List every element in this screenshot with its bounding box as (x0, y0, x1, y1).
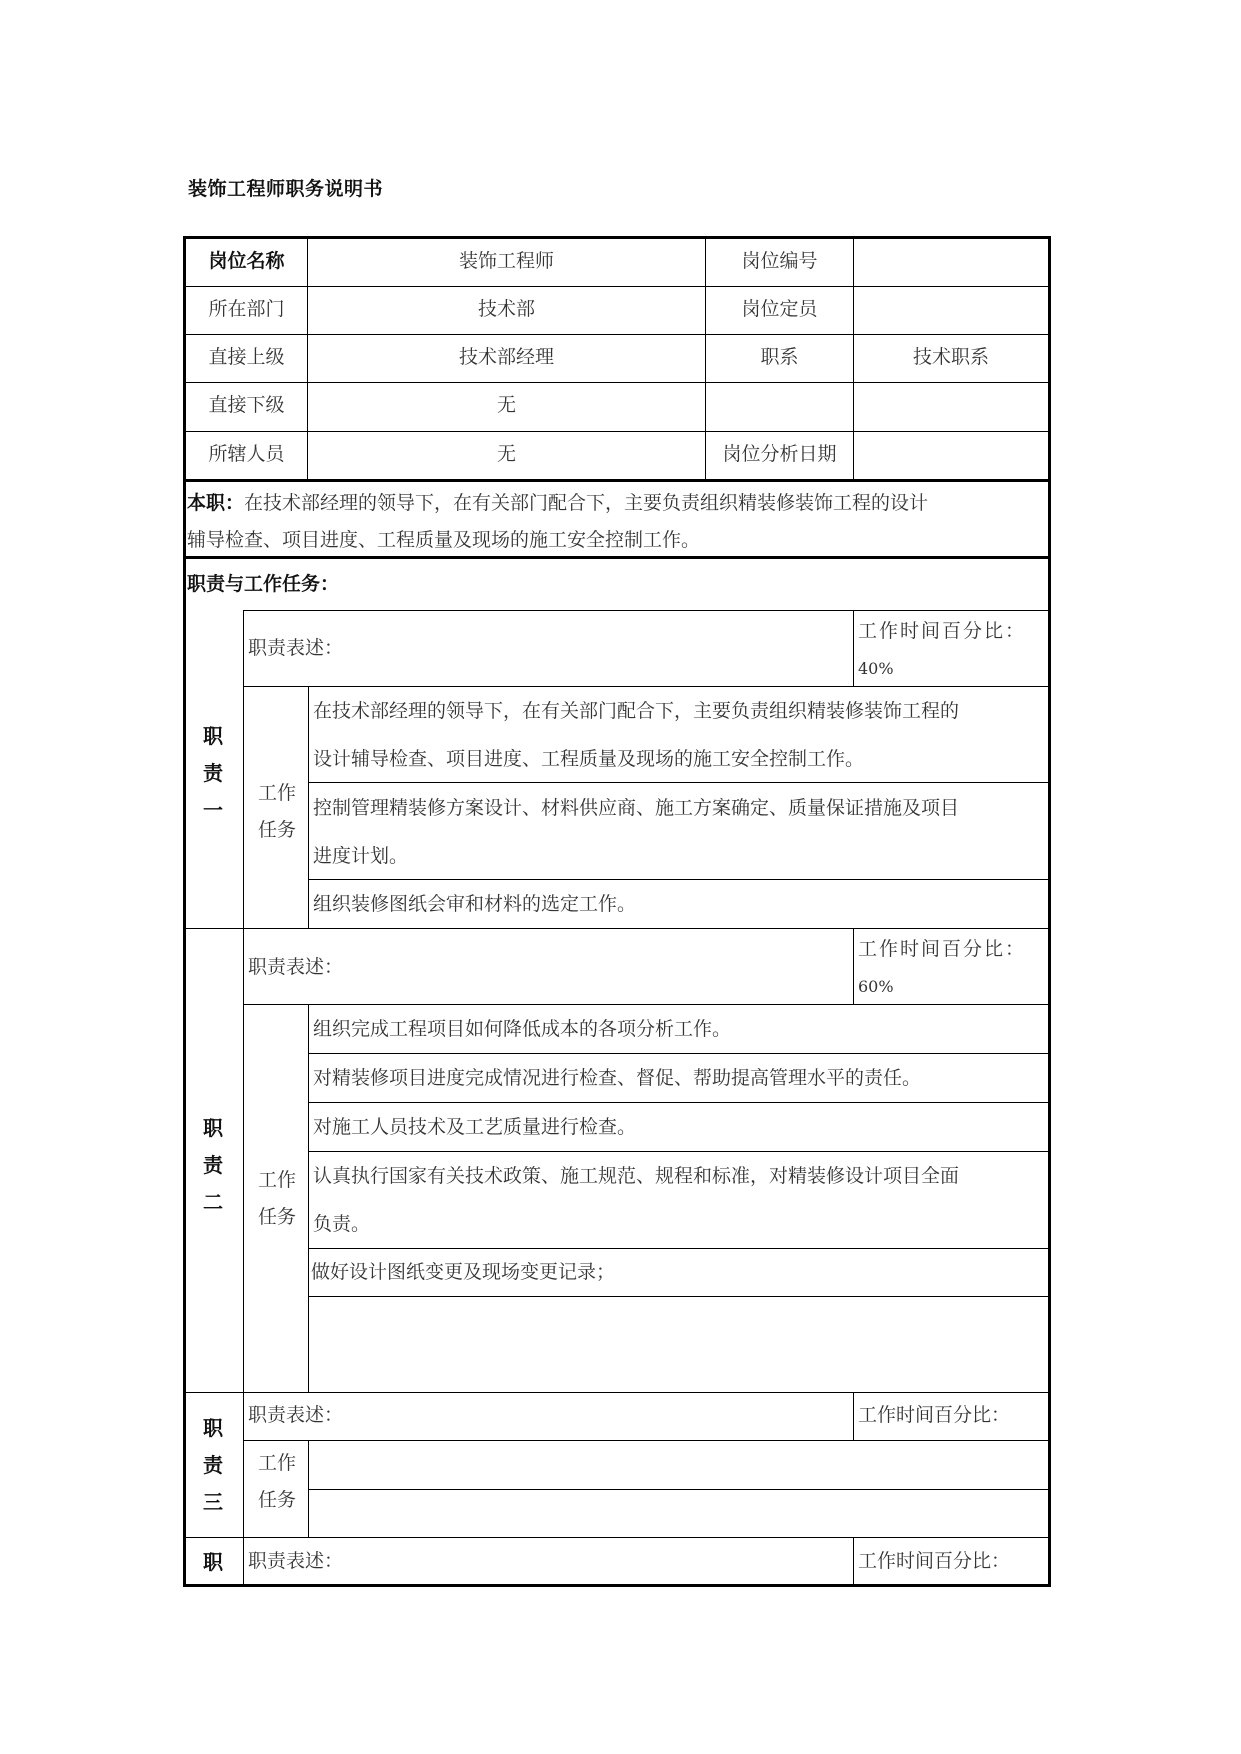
row-divider (183, 334, 1051, 335)
duty1-task3: 组织装修图纸会审和材料的选定工作。 (313, 893, 637, 915)
duty3-label (198, 1410, 228, 1521)
task-label-line: 工作 (257, 782, 296, 804)
duty1-label (198, 718, 228, 829)
col-divider (243, 610, 244, 1587)
row-divider (243, 1440, 1051, 1441)
task-label-line: 任务 (257, 1489, 296, 1511)
row-divider (183, 1537, 1051, 1538)
duty-label-char: 责 (203, 761, 223, 785)
col-divider (308, 686, 309, 929)
value-department: 技术部 (477, 298, 535, 320)
duty2-time-value: 60% (858, 977, 894, 996)
duty1-time-value: 40% (858, 659, 894, 678)
duty2-task5: 做好设计图纸变更及现场变更记录； (311, 1261, 616, 1283)
task-label-line: 工作 (257, 1452, 296, 1474)
row-divider (308, 1151, 1051, 1152)
label-position-name: 岗位名称 (208, 250, 285, 272)
duty-label-char: 二 (203, 1190, 223, 1214)
duty3-task-label (252, 1445, 302, 1519)
row-divider (308, 1053, 1051, 1054)
label-position-code: 岗位编号 (741, 250, 818, 272)
task-label-line: 工作 (257, 1169, 296, 1191)
main-duty-line1 (187, 494, 928, 513)
duty-label-char: 三 (203, 1490, 223, 1514)
label-analysis-date: 岗位分析日期 (722, 443, 837, 465)
duty1-task2-line1: 控制管理精装修方案设计、材料供应商、施工方案确定、质量保证措施及项目 (313, 797, 960, 819)
duty3-desc-label: 职责表述： (248, 1404, 344, 1426)
value-direct-superior: 技术部经理 (458, 346, 554, 368)
row-divider (183, 1392, 1051, 1393)
row-divider (308, 1296, 1051, 1297)
value-position-name: 装饰工程师 (458, 250, 554, 272)
duty3-time-label: 工作时间百分比： (858, 1404, 1011, 1426)
row-divider (183, 431, 1051, 432)
row-divider (308, 782, 1051, 783)
task-label-line: 任务 (257, 819, 296, 841)
value-job-family: 技术职系 (912, 346, 989, 368)
duty2-task3: 对施工人员技术及工艺质量进行检查。 (313, 1116, 637, 1138)
label-direct-superior: 直接上级 (208, 346, 285, 368)
duty4-desc-label: 职责表述： (248, 1550, 344, 1572)
duty2-task1: 组织完成工程项目如何降低成本的各项分析工作。 (313, 1018, 732, 1040)
col-divider (853, 1537, 854, 1587)
duty2-task-label (252, 1162, 302, 1236)
col-divider (853, 610, 854, 687)
duty1-desc-label: 职责表述： (248, 637, 344, 659)
value-staff-under: 无 (496, 443, 516, 465)
main-duty-label: 本职： (187, 492, 245, 514)
duty1-task2-line2: 进度计划。 (313, 845, 409, 867)
main-duty-line2: 辅导检查、项目进度、工程质量及现场的施工安全控制工作。 (187, 529, 701, 551)
duties-heading: 职责与工作任务： (187, 573, 340, 595)
col-divider (308, 1440, 309, 1538)
duty-label-char: 职 (203, 1550, 223, 1574)
duty-label-char: 一 (203, 798, 223, 822)
duty-label-char: 职 (203, 1116, 223, 1140)
label-headcount: 岗位定员 (741, 298, 818, 320)
label-staff-under: 所辖人员 (208, 443, 285, 465)
duty1-task-label (252, 775, 302, 849)
duty-label-char: 责 (203, 1453, 223, 1477)
row-divider (183, 382, 1051, 383)
row-divider (308, 1248, 1051, 1249)
label-job-family: 职系 (760, 346, 799, 368)
row-divider (308, 1489, 1051, 1490)
label-department: 所在部门 (208, 298, 285, 320)
row-divider (183, 556, 1051, 559)
row-divider (183, 928, 1051, 929)
duty2-task4-line1: 认真执行国家有关技术政策、施工规范、规程和标准，对精装修设计项目全面 (313, 1165, 960, 1187)
duty2-label (198, 1110, 228, 1221)
row-divider (308, 1102, 1051, 1103)
duty2-task2: 对精装修项目进度完成情况进行检查、督促、帮助提高管理水平的责任。 (313, 1067, 922, 1089)
duty2-task4-line2: 负责。 (313, 1213, 371, 1235)
row-divider (183, 286, 1051, 287)
row-divider (308, 879, 1051, 880)
duty-label-char: 责 (203, 1153, 223, 1177)
row-divider (183, 479, 1051, 482)
duty1-task1-line1: 在技术部经理的领导下，在有关部门配合下，主要负责组织精装修装饰工程的 (313, 700, 960, 722)
duty-label-char: 职 (203, 724, 223, 748)
label-direct-subordinate: 直接下级 (208, 394, 285, 416)
col-divider (308, 1004, 309, 1393)
duty1-task1-line2: 设计辅导检查、项目进度、工程质量及现场的施工安全控制工作。 (313, 748, 865, 770)
row-divider (243, 686, 1051, 687)
col-divider (853, 1392, 854, 1441)
row-divider (243, 610, 1051, 611)
task-label-line: 任务 (257, 1206, 296, 1228)
row-divider (243, 1004, 1051, 1005)
duty4-label (198, 1544, 228, 1581)
duty4-time-label: 工作时间百分比： (858, 1550, 1011, 1572)
value-direct-subordinate: 无 (496, 394, 516, 416)
duty-label-char: 职 (203, 1416, 223, 1440)
document-title: 装饰工程师职务说明书 (188, 178, 384, 200)
col-divider (853, 928, 854, 1005)
duty2-desc-label: 职责表述： (248, 956, 344, 978)
main-duty-text: 在技术部经理的领导下，在有关部门配合下，主要负责组织精装修装饰工程的设计 (244, 492, 929, 514)
duty1-time-label: 工作时间百分比： (858, 620, 1027, 642)
duty2-time-label: 工作时间百分比： (858, 938, 1027, 960)
